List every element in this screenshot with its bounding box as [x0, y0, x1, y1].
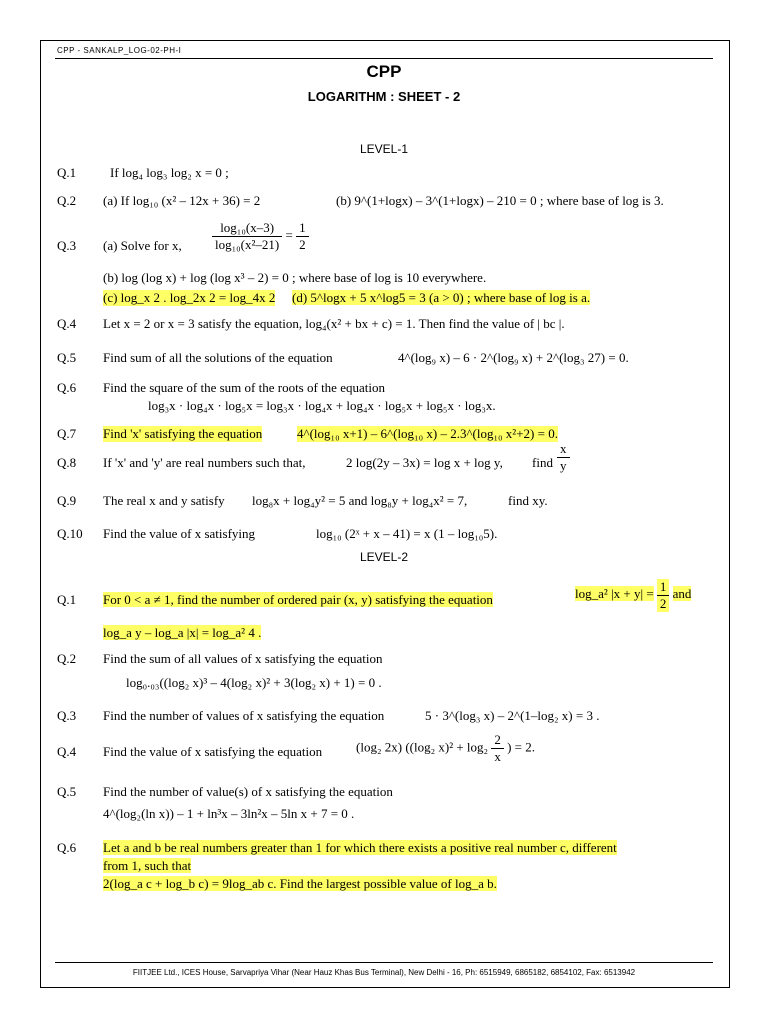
equation: 4^(log₉ x) – 6 · 2^(log₉ x) + 2^(log₃ 27) = 0. — [398, 350, 629, 365]
sheet-subtitle: LOGARITHM : SHEET - 2 — [307, 89, 461, 104]
question-text: Find the value of x satisfying — [103, 526, 256, 541]
equation-fraction: $\frac{\text{log₁₀(x–3)}}{\text{log₁₀(x²–21)}}$ = $\frac{1}{2}$ — [212, 220, 309, 253]
fraction: $\frac{2}{x}$ — [491, 732, 504, 765]
question-text: Find the sum of all values of x satisfying the equation — [103, 651, 383, 666]
question-text: Find the square of the sum of the roots of the equation — [103, 380, 385, 395]
question-line: Let a and b be real numbers greater than 1 for which there exists a positive real number c, different — [103, 840, 617, 855]
equation: log₀.₀₃((log₂ x)³ – 4(log₂ x)² + 3(log₂ x) + 1) = 0 . — [126, 675, 382, 690]
question-number: Q.2 — [57, 651, 77, 666]
question-number: Q.5 — [57, 350, 77, 365]
fraction: $\frac{\text{log₁₀(x–3)}}{\text{log₁₀(x²–21)}}$ — [212, 220, 282, 253]
question-line: 2(log_a c + log_b c) = 9log_ab c. Find the largest possible value of log_a b. — [103, 876, 497, 891]
equation: 2 log(2y – 3x) = log x + log y, — [346, 455, 503, 470]
question-text: If log₄ log₃ log₂ x = 0 ; — [110, 165, 229, 180]
question-number: Q.10 — [57, 526, 83, 541]
question-number: Q.2 — [57, 193, 77, 208]
equation: (log₂ 2x) ((log₂ x)² + log₂ $\frac{2}{x}$ ) = 2. — [356, 732, 535, 764]
question-part-b: (b) 9^(1+logx) – 3^(1+logx) – 210 = 0 ; where base of log is 3. — [336, 193, 664, 208]
equation: log₈x + log₄y² = 5 and log₈y + log₄x² = 7, — [252, 493, 468, 508]
question-number: Q.1 — [57, 165, 77, 180]
header-rule — [55, 58, 713, 59]
question-part-a: (a) If log₁₀ (x² – 12x + 36) = 2 — [103, 193, 261, 208]
question-text: Find the number of values of x satisfying the equation — [103, 708, 385, 723]
question-text: Find the value of x satisfying the equation — [103, 744, 323, 759]
question-number: Q.9 — [57, 493, 77, 508]
fraction: $\frac{1}{2}$ — [296, 220, 309, 253]
question-part-b: (b) log (log x) + log (log x³ – 2) = 0 ; where base of log is 10 everywhere. — [103, 270, 487, 285]
question-number: Q.4 — [57, 316, 77, 331]
equation-fraction — [557, 441, 570, 474]
question-number: Q.1 — [57, 592, 77, 607]
question-number: Q.5 — [57, 784, 77, 799]
fraction: $\frac{x}{y}$ — [557, 441, 570, 474]
question-tail: find xy. — [508, 493, 548, 508]
equation: 5 · 3^(log₃ x) – 2^(1–log₂ x) = 3 . — [425, 708, 600, 723]
sheet-code: CPP - SANKALP_LOG-02-PH-I — [57, 46, 182, 55]
question-line: For 0 < a ≠ 1, find the number of ordered pair (x, y) satisfying the equation — [103, 592, 493, 607]
equation: 4^(log₁₀ x+1) – 6^(log₁₀ x) – 2.3^(log₁₀ x²+2) = 0. — [297, 426, 558, 441]
question-number: Q.3 — [57, 708, 77, 723]
equation: log₁₀ (2ˣ + x – 41) = x (1 – log₁₀5). — [316, 526, 498, 541]
equation: 4^(log₂(ln x)) – 1 + ln³x – 3ln²x – 5ln x + 7 = 0 . — [103, 806, 355, 821]
fraction: $\frac{1}{2}$ — [657, 579, 670, 612]
question-number: Q.6 — [57, 380, 77, 395]
find-label: find — [532, 455, 553, 470]
question-text: Find the number of value(s) of x satisfying the equation — [103, 784, 393, 799]
question-number: Q.3 — [57, 238, 77, 253]
footer-address: FIITJEE Ltd., ICES House, Sarvapriya Vihar (Near Hauz Khas Bus Terminal), New Delhi - 16, Ph: 6515949, 6865182, 6854102, Fax: 6513942 — [132, 968, 636, 977]
page-title: CPP — [366, 62, 402, 81]
equation: log_a² |x + y| = $\frac{1}{2}$ and — [575, 579, 692, 611]
question-line: from 1, such that — [103, 858, 192, 873]
question-text: Find 'x' satisfying the equation — [103, 426, 263, 441]
question-number: Q.6 — [57, 840, 77, 855]
level-1-heading: LEVEL-1 — [359, 142, 409, 156]
question-number: Q.7 — [57, 426, 77, 441]
level-2-heading: LEVEL-2 — [359, 550, 409, 564]
question-part-d: (d) 5^logx + 5 x^log5 = 3 (a > 0) ; where base of log is a. — [292, 290, 591, 305]
equation: log₃x · log₄x · log₅x = log₃x · log₄x + log₄x · log₅x + log₅x · log₃x. — [148, 398, 496, 413]
question-text: If 'x' and 'y' are real numbers such that, — [103, 455, 306, 470]
question-part-c: (c) log_x 2 . log_2x 2 = log_4x 2 — [103, 290, 276, 305]
question-line: log_a y – log_a |x| = log_a² 4 . — [103, 625, 262, 640]
question-text: The real x and y satisfy — [103, 493, 225, 508]
question-number: Q.4 — [57, 744, 77, 759]
question-number: Q.8 — [57, 455, 77, 470]
question-part-a: (a) Solve for x, — [103, 238, 182, 253]
footer-rule — [55, 962, 713, 963]
question-text: Find sum of all the solutions of the equation — [103, 350, 333, 365]
question-text: Let x = 2 or x = 3 satisfy the equation, log₄(x² + bx + c) = 1. Then find the value of | bc |. — [103, 316, 565, 331]
